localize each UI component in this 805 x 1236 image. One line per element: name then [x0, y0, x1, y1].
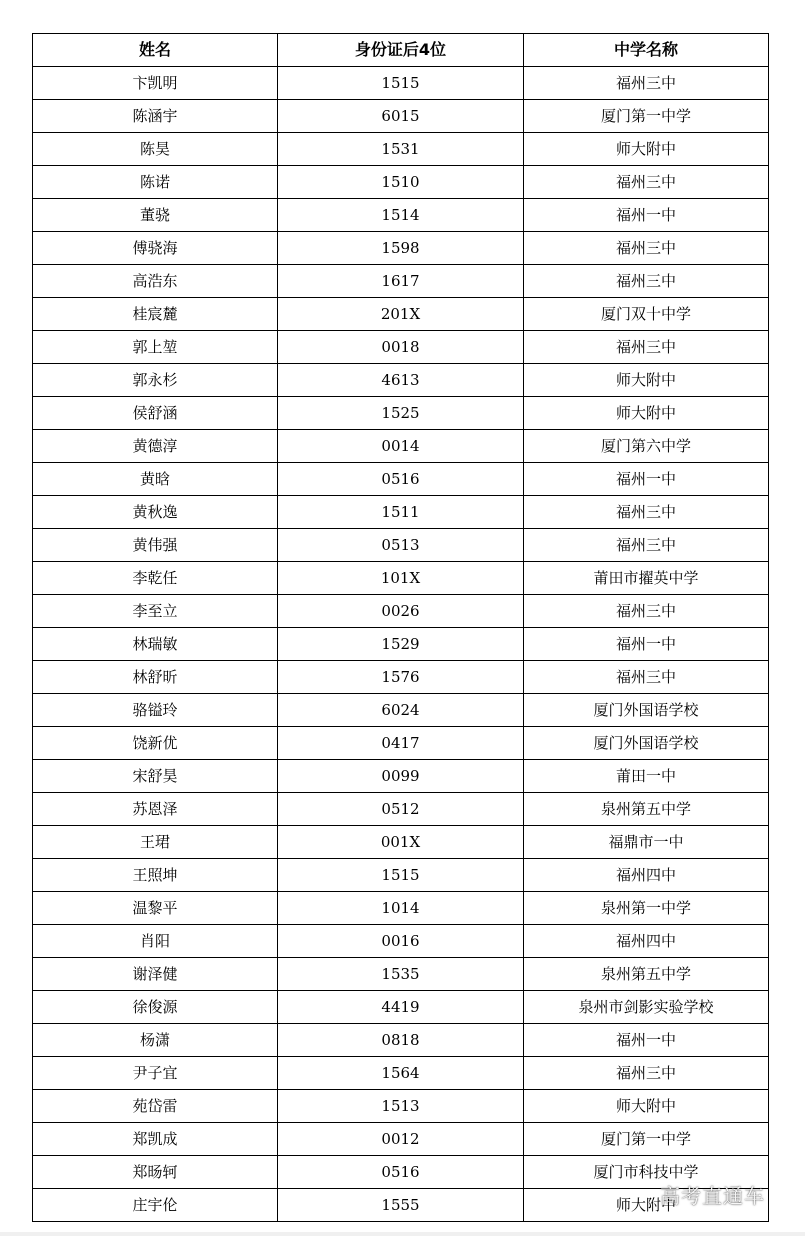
cell-id-last4: 0012 [278, 1123, 524, 1156]
cell-student-name: 李至立 [33, 595, 278, 628]
cell-school-name: 福州三中 [524, 265, 769, 298]
cell-school-name: 厦门市科技中学 [524, 1156, 769, 1189]
cell-id-last4: 6015 [278, 100, 524, 133]
header-school: 中学名称 [524, 34, 769, 67]
roster-table-container [32, 33, 768, 1222]
cell-student-name: 董骁 [33, 199, 278, 232]
cell-student-name: 徐俊源 [33, 991, 278, 1024]
table-row [33, 793, 769, 826]
table-row [33, 199, 769, 232]
cell-student-name: 尹子宜 [33, 1057, 278, 1090]
cell-student-name: 李乾任 [33, 562, 278, 595]
cell-id-last4: 4613 [278, 364, 524, 397]
cell-id-last4: 1514 [278, 199, 524, 232]
cell-id-last4: 0516 [278, 1156, 524, 1189]
cell-school-name: 泉州第五中学 [524, 793, 769, 826]
header-name: 姓名 [33, 34, 278, 67]
table-row [33, 232, 769, 265]
table-row [33, 397, 769, 430]
table-row [33, 166, 769, 199]
cell-school-name: 厦门第一中学 [524, 100, 769, 133]
cell-student-name: 宋舒昊 [33, 760, 278, 793]
table-row [33, 1024, 769, 1057]
cell-id-last4: 1576 [278, 661, 524, 694]
cell-school-name: 厦门第一中学 [524, 1123, 769, 1156]
cell-id-last4: 1529 [278, 628, 524, 661]
cell-school-name: 泉州市剑影实验学校 [524, 991, 769, 1024]
cell-student-name: 黄伟强 [33, 529, 278, 562]
table-row [33, 826, 769, 859]
header-row [33, 34, 769, 67]
table-row [33, 595, 769, 628]
cell-school-name: 师大附中 [524, 364, 769, 397]
table-row [33, 562, 769, 595]
cell-id-last4: 1564 [278, 1057, 524, 1090]
cell-student-name: 肖阳 [33, 925, 278, 958]
table-row [33, 760, 769, 793]
cell-student-name: 黄德淳 [33, 430, 278, 463]
cell-school-name: 师大附中 [524, 1090, 769, 1123]
cell-student-name: 温黎平 [33, 892, 278, 925]
cell-student-name: 陈诺 [33, 166, 278, 199]
table-row [33, 925, 769, 958]
cell-student-name: 郑凯成 [33, 1123, 278, 1156]
cell-school-name: 福州三中 [524, 331, 769, 364]
table-row [33, 628, 769, 661]
cell-student-name: 杨潇 [33, 1024, 278, 1057]
table-row [33, 265, 769, 298]
cell-school-name: 莆田一中 [524, 760, 769, 793]
table-row [33, 529, 769, 562]
cell-student-name: 郑旸轲 [33, 1156, 278, 1189]
cell-id-last4: 1014 [278, 892, 524, 925]
cell-id-last4: 001X [278, 826, 524, 859]
cell-id-last4: 101X [278, 562, 524, 595]
cell-id-last4: 0016 [278, 925, 524, 958]
table-row [33, 67, 769, 100]
cell-school-name: 福州三中 [524, 595, 769, 628]
cell-student-name: 郭上堃 [33, 331, 278, 364]
cell-student-name: 谢泽健 [33, 958, 278, 991]
cell-id-last4: 1525 [278, 397, 524, 430]
header-id-last4: 身份证后4位 [278, 34, 524, 67]
cell-school-name: 福州四中 [524, 925, 769, 958]
student-roster-table [32, 33, 769, 1222]
cell-id-last4: 1510 [278, 166, 524, 199]
cell-school-name: 福州一中 [524, 1024, 769, 1057]
cell-student-name: 桂宸麓 [33, 298, 278, 331]
cell-school-name: 泉州第五中学 [524, 958, 769, 991]
table-row [33, 133, 769, 166]
table-row [33, 430, 769, 463]
cell-student-name: 王珺 [33, 826, 278, 859]
cell-id-last4: 4419 [278, 991, 524, 1024]
cell-school-name: 福州一中 [524, 463, 769, 496]
cell-id-last4: 0014 [278, 430, 524, 463]
cell-school-name: 师大附中 [524, 397, 769, 430]
cell-student-name: 陈昊 [33, 133, 278, 166]
cell-student-name: 王照坤 [33, 859, 278, 892]
cell-student-name: 苏恩泽 [33, 793, 278, 826]
cell-id-last4: 0417 [278, 727, 524, 760]
cell-student-name: 林瑞敏 [33, 628, 278, 661]
cell-id-last4: 0818 [278, 1024, 524, 1057]
cell-school-name: 福州一中 [524, 628, 769, 661]
cell-school-name: 师大附中 [524, 133, 769, 166]
table-row [33, 1156, 769, 1189]
table-row [33, 298, 769, 331]
table-row [33, 958, 769, 991]
watermark-text: 高考直通车 [660, 1184, 765, 1208]
cell-school-name: 泉州第一中学 [524, 892, 769, 925]
cell-school-name: 厦门外国语学校 [524, 727, 769, 760]
cell-id-last4: 1515 [278, 67, 524, 100]
table-header [33, 34, 769, 67]
cell-id-last4: 1511 [278, 496, 524, 529]
table-row [33, 100, 769, 133]
cell-student-name: 饶新优 [33, 727, 278, 760]
table-row [33, 463, 769, 496]
cell-student-name: 庄宇伦 [33, 1189, 278, 1222]
cell-school-name: 福州三中 [524, 1057, 769, 1090]
cell-id-last4: 1617 [278, 265, 524, 298]
cell-id-last4: 1531 [278, 133, 524, 166]
cell-student-name: 傅骁海 [33, 232, 278, 265]
cell-school-name: 福州一中 [524, 199, 769, 232]
cell-student-name: 黄秋逸 [33, 496, 278, 529]
cell-id-last4: 0512 [278, 793, 524, 826]
cell-school-name: 福州三中 [524, 67, 769, 100]
cell-id-last4: 1555 [278, 1189, 524, 1222]
cell-school-name: 福州三中 [524, 496, 769, 529]
cell-school-name: 福州三中 [524, 232, 769, 265]
table-row [33, 1189, 769, 1222]
cell-id-last4: 0513 [278, 529, 524, 562]
cell-school-name: 福州四中 [524, 859, 769, 892]
table-row [33, 661, 769, 694]
table-row [33, 892, 769, 925]
cell-student-name: 高浩东 [33, 265, 278, 298]
cell-id-last4: 1535 [278, 958, 524, 991]
cell-school-name: 师大附中 [524, 1189, 769, 1222]
table-row [33, 991, 769, 1024]
cell-school-name: 厦门双十中学 [524, 298, 769, 331]
table-row [33, 1090, 769, 1123]
cell-student-name: 郭永杉 [33, 364, 278, 397]
cell-student-name: 苑岱雷 [33, 1090, 278, 1123]
cell-school-name: 福州三中 [524, 529, 769, 562]
cell-student-name: 骆镒玲 [33, 694, 278, 727]
cell-id-last4: 0099 [278, 760, 524, 793]
table-row [33, 496, 769, 529]
cell-school-name: 厦门第六中学 [524, 430, 769, 463]
table-row [33, 331, 769, 364]
cell-school-name: 福州三中 [524, 166, 769, 199]
cell-id-last4: 201X [278, 298, 524, 331]
cell-student-name: 林舒昕 [33, 661, 278, 694]
cell-school-name: 福州三中 [524, 661, 769, 694]
table-row [33, 364, 769, 397]
cell-id-last4: 1513 [278, 1090, 524, 1123]
cell-id-last4: 0018 [278, 331, 524, 364]
table-row [33, 1057, 769, 1090]
table-row [33, 727, 769, 760]
cell-student-name: 黄晗 [33, 463, 278, 496]
table-row [33, 859, 769, 892]
bottom-edge [0, 1232, 805, 1236]
cell-student-name: 陈涵宇 [33, 100, 278, 133]
cell-id-last4: 0026 [278, 595, 524, 628]
cell-id-last4: 0516 [278, 463, 524, 496]
cell-student-name: 卞凯明 [33, 67, 278, 100]
table-body [33, 67, 769, 1222]
cell-id-last4: 1598 [278, 232, 524, 265]
cell-school-name: 厦门外国语学校 [524, 694, 769, 727]
cell-student-name: 侯舒涵 [33, 397, 278, 430]
cell-school-name: 莆田市擢英中学 [524, 562, 769, 595]
cell-id-last4: 1515 [278, 859, 524, 892]
cell-school-name: 福鼎市一中 [524, 826, 769, 859]
table-row [33, 694, 769, 727]
cell-id-last4: 6024 [278, 694, 524, 727]
table-row [33, 1123, 769, 1156]
